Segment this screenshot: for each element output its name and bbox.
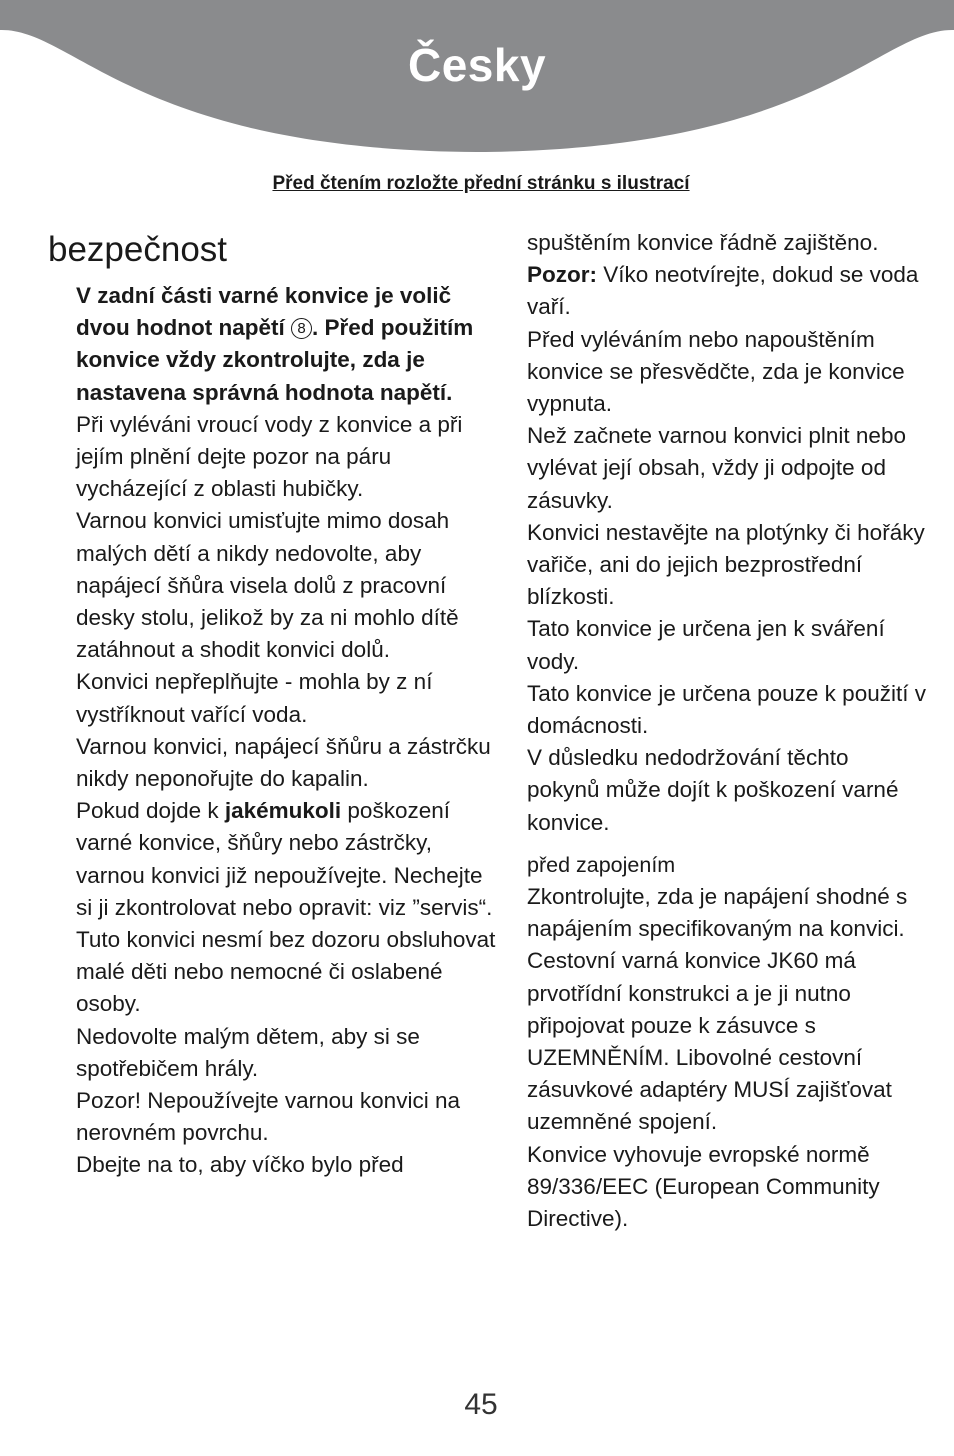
paragraph-steam: Při vyléváni vroucí vody z konvice a při jejím plnění dejte pozor na páru vycházející z oblasti hubičky. <box>76 411 463 502</box>
paragraph-hotplate: Konvici nestavějte na plotýnky či hořáky vařiče, ani do jejich bezprostřední blízkosti. <box>527 519 925 610</box>
right-column <box>527 227 927 1235</box>
paragraph-play: Nedovolte malým dětem, aby si se spotřebičem hrály. <box>76 1023 420 1081</box>
damage-text-cont: poškození varné konvice, šňůry nebo zástrčky, varnou konvici již nepoužívejte. Nechejte si ji zkontrolovat nebo opravit: viz ”servis“. <box>76 798 493 920</box>
paragraph-directive: Konvice vyhovuje evropské normě 89/336/EEC (European Community Directive). <box>527 1141 880 1232</box>
reference-number-marker: 8 <box>291 318 312 339</box>
caution-text: Víko neotvírejte, dokud se voda vaří. <box>527 262 919 320</box>
paragraph-caution-surface <box>76 1085 496 1149</box>
caution-label: Pozor! <box>76 1088 142 1114</box>
voltage-warning <box>76 280 496 409</box>
left-column <box>76 280 496 1182</box>
paragraph-supply: Zkontrolujte, zda je napájení shodné s napájením specifikovaným na konvici. <box>527 884 908 942</box>
page-title: Česky <box>407 39 547 91</box>
paragraph-switch-off: Před vyléváním nebo napouštěním konvice se přesvědčte, zda je konvice vypnuta. <box>527 326 905 417</box>
caution-text: Nepoužívejte varnou konvici na nerovném povrchu. <box>76 1088 460 1146</box>
paragraph-caution-lid <box>527 259 927 323</box>
paragraph-consequence: V důsledku nedodržování těchto pokynů může dojít k poškození varné konvice. <box>527 745 899 835</box>
paragraph-damage <box>76 795 496 924</box>
subheading-before-connecting: před zapojením <box>527 852 676 877</box>
paragraph-supervision: Tuto konvici nesmí bez dozoru obsluhovat malé děti nebo nemocné či oslabené osoby. <box>76 927 496 1017</box>
voltage-warning-text-cont: . Před použitím konvice vždy zkontrolujte, zda je nastavena správná hodnota napětí. <box>76 315 474 405</box>
paragraph-unplug: Než začnete varnou konvici plnit nebo vylévat její obsah, vždy ji odpojte od zásuvky. <box>527 423 906 513</box>
voltage-warning-text: V zadní části varné konvice je volič dvou hodnot napětí <box>76 283 452 341</box>
paragraph-lid-end: spuštěním konvice řádně zajištěno. <box>527 230 879 255</box>
paragraph-lid-start: Dbejte na to, aby víčko bylo před <box>76 1152 404 1178</box>
damage-emphasis: jakémukoli <box>224 798 342 824</box>
paragraph-domestic: Tato konvice je určena pouze k použití v domácnosti. <box>527 680 926 739</box>
caution-label: Pozor: <box>527 262 597 288</box>
paragraph-earth: Cestovní varná konvice JK60 má prvotřídní konstrukci a je ji nutno připojovat pouze k zásuvce s UZEMNĚNÍM. Libovolné cestovní zásuvkové adaptéry MUSÍ zajišťovat uzemněné spojení. <box>527 948 892 1135</box>
paragraph-boiling: Tato konvice je určena jen k sváření vody. <box>527 616 885 674</box>
paragraph-immerse: Varnou konvici, napájecí šňůru a zástrčku nikdy neponořujte do kapalin. <box>76 733 491 792</box>
instruction-subtitle: Před čtením rozložte přední stránku s ilustrací <box>272 173 690 194</box>
section-heading-safety: bezpečnost <box>48 230 228 269</box>
paragraph-children: Varnou konvici umisťujte mimo dosah malých dětí a nikdy nedovolte, aby napájecí šňůra visela dolů z pracovní desky stolu, jelikož by za ni mohlo dítě zatáhnout a shodit konvici dolů. <box>76 508 459 663</box>
page-number: 45 <box>464 1388 498 1421</box>
damage-text: Pokud dojde k <box>76 798 225 824</box>
paragraph-overfill: Konvici nepřeplňujte - mohla by z ní vystříknout vařící voda. <box>76 669 433 727</box>
